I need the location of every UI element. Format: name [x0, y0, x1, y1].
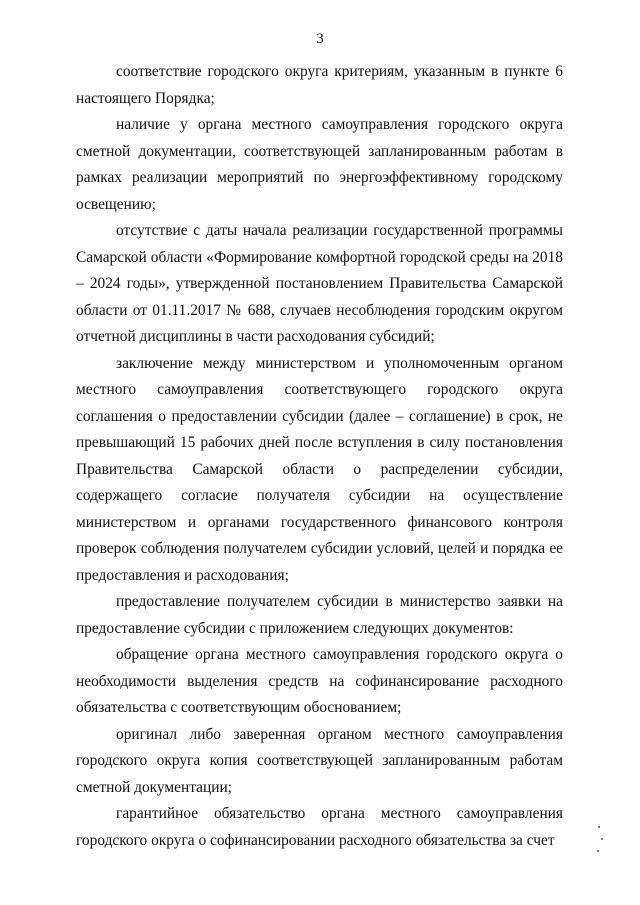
document-body: [76, 59, 563, 854]
paragraph-guarantee-obligation: гарантийное обязательство органа местного самоуправления городского округа о софинансировании расходного обязательства за счет: [76, 805, 563, 849]
paragraph-estimate-copy: оригинал либо заверенная органом местного самоуправления городского округа копия соответствующей запланированным работам сметной документации;: [76, 725, 563, 796]
paragraph-estimate-documentation: наличие у органа местного самоуправления городского округа сметной документации, соответствующей запланированным работам в рамках реализации мероприятий по энергоэффективному городскому освещению;: [76, 116, 563, 213]
scan-artifact-mark: [601, 838, 603, 840]
paragraph-criteria-compliance: соответствие городского округа критериям, указанным в пункте 6 настоящего Порядка;: [76, 63, 563, 107]
scan-artifact-mark: [597, 850, 599, 852]
paragraph-funding-request: обращение органа местного самоуправления городского округа о необходимости выделения средств на софинансирование расходного обязательства с соответствующим обоснованием;: [76, 646, 563, 716]
paragraph-application-submission: предоставление получателем субсидии в министерство заявки на предоставление субсидии с приложением следующих документов:: [76, 593, 563, 637]
scan-artifact-mark: [598, 826, 600, 828]
paragraph-agreement-conclusion: заключение между министерством и уполномоченным органом местного самоуправления соответствующего городского округа соглашения о предоставлении субсидии (далее – соглашение) в срок, не превышающий 15 рабочих дней после вступления в силу постановления Правительства Самарской области о распределении субсидии, содержащего согласие получателя субсидии на осуществление министерством и органами государственного финансового контроля проверок соблюдения получателем субсидии условий, целей и порядка ее предоставления и расходования;: [76, 354, 563, 584]
page-number: 3: [316, 31, 324, 47]
paragraph-reporting-discipline: отсутствие с даты начала реализации государственной программы Самарской области «Формирование комфортной городской среды на 2018 – 2024 годы», утвержденной постановлением Правительства Самарской области от 01.11.2017 № 688, случаев несоблюдения городским округом отчетной дисциплины в части расходования субсидий;: [76, 222, 563, 345]
